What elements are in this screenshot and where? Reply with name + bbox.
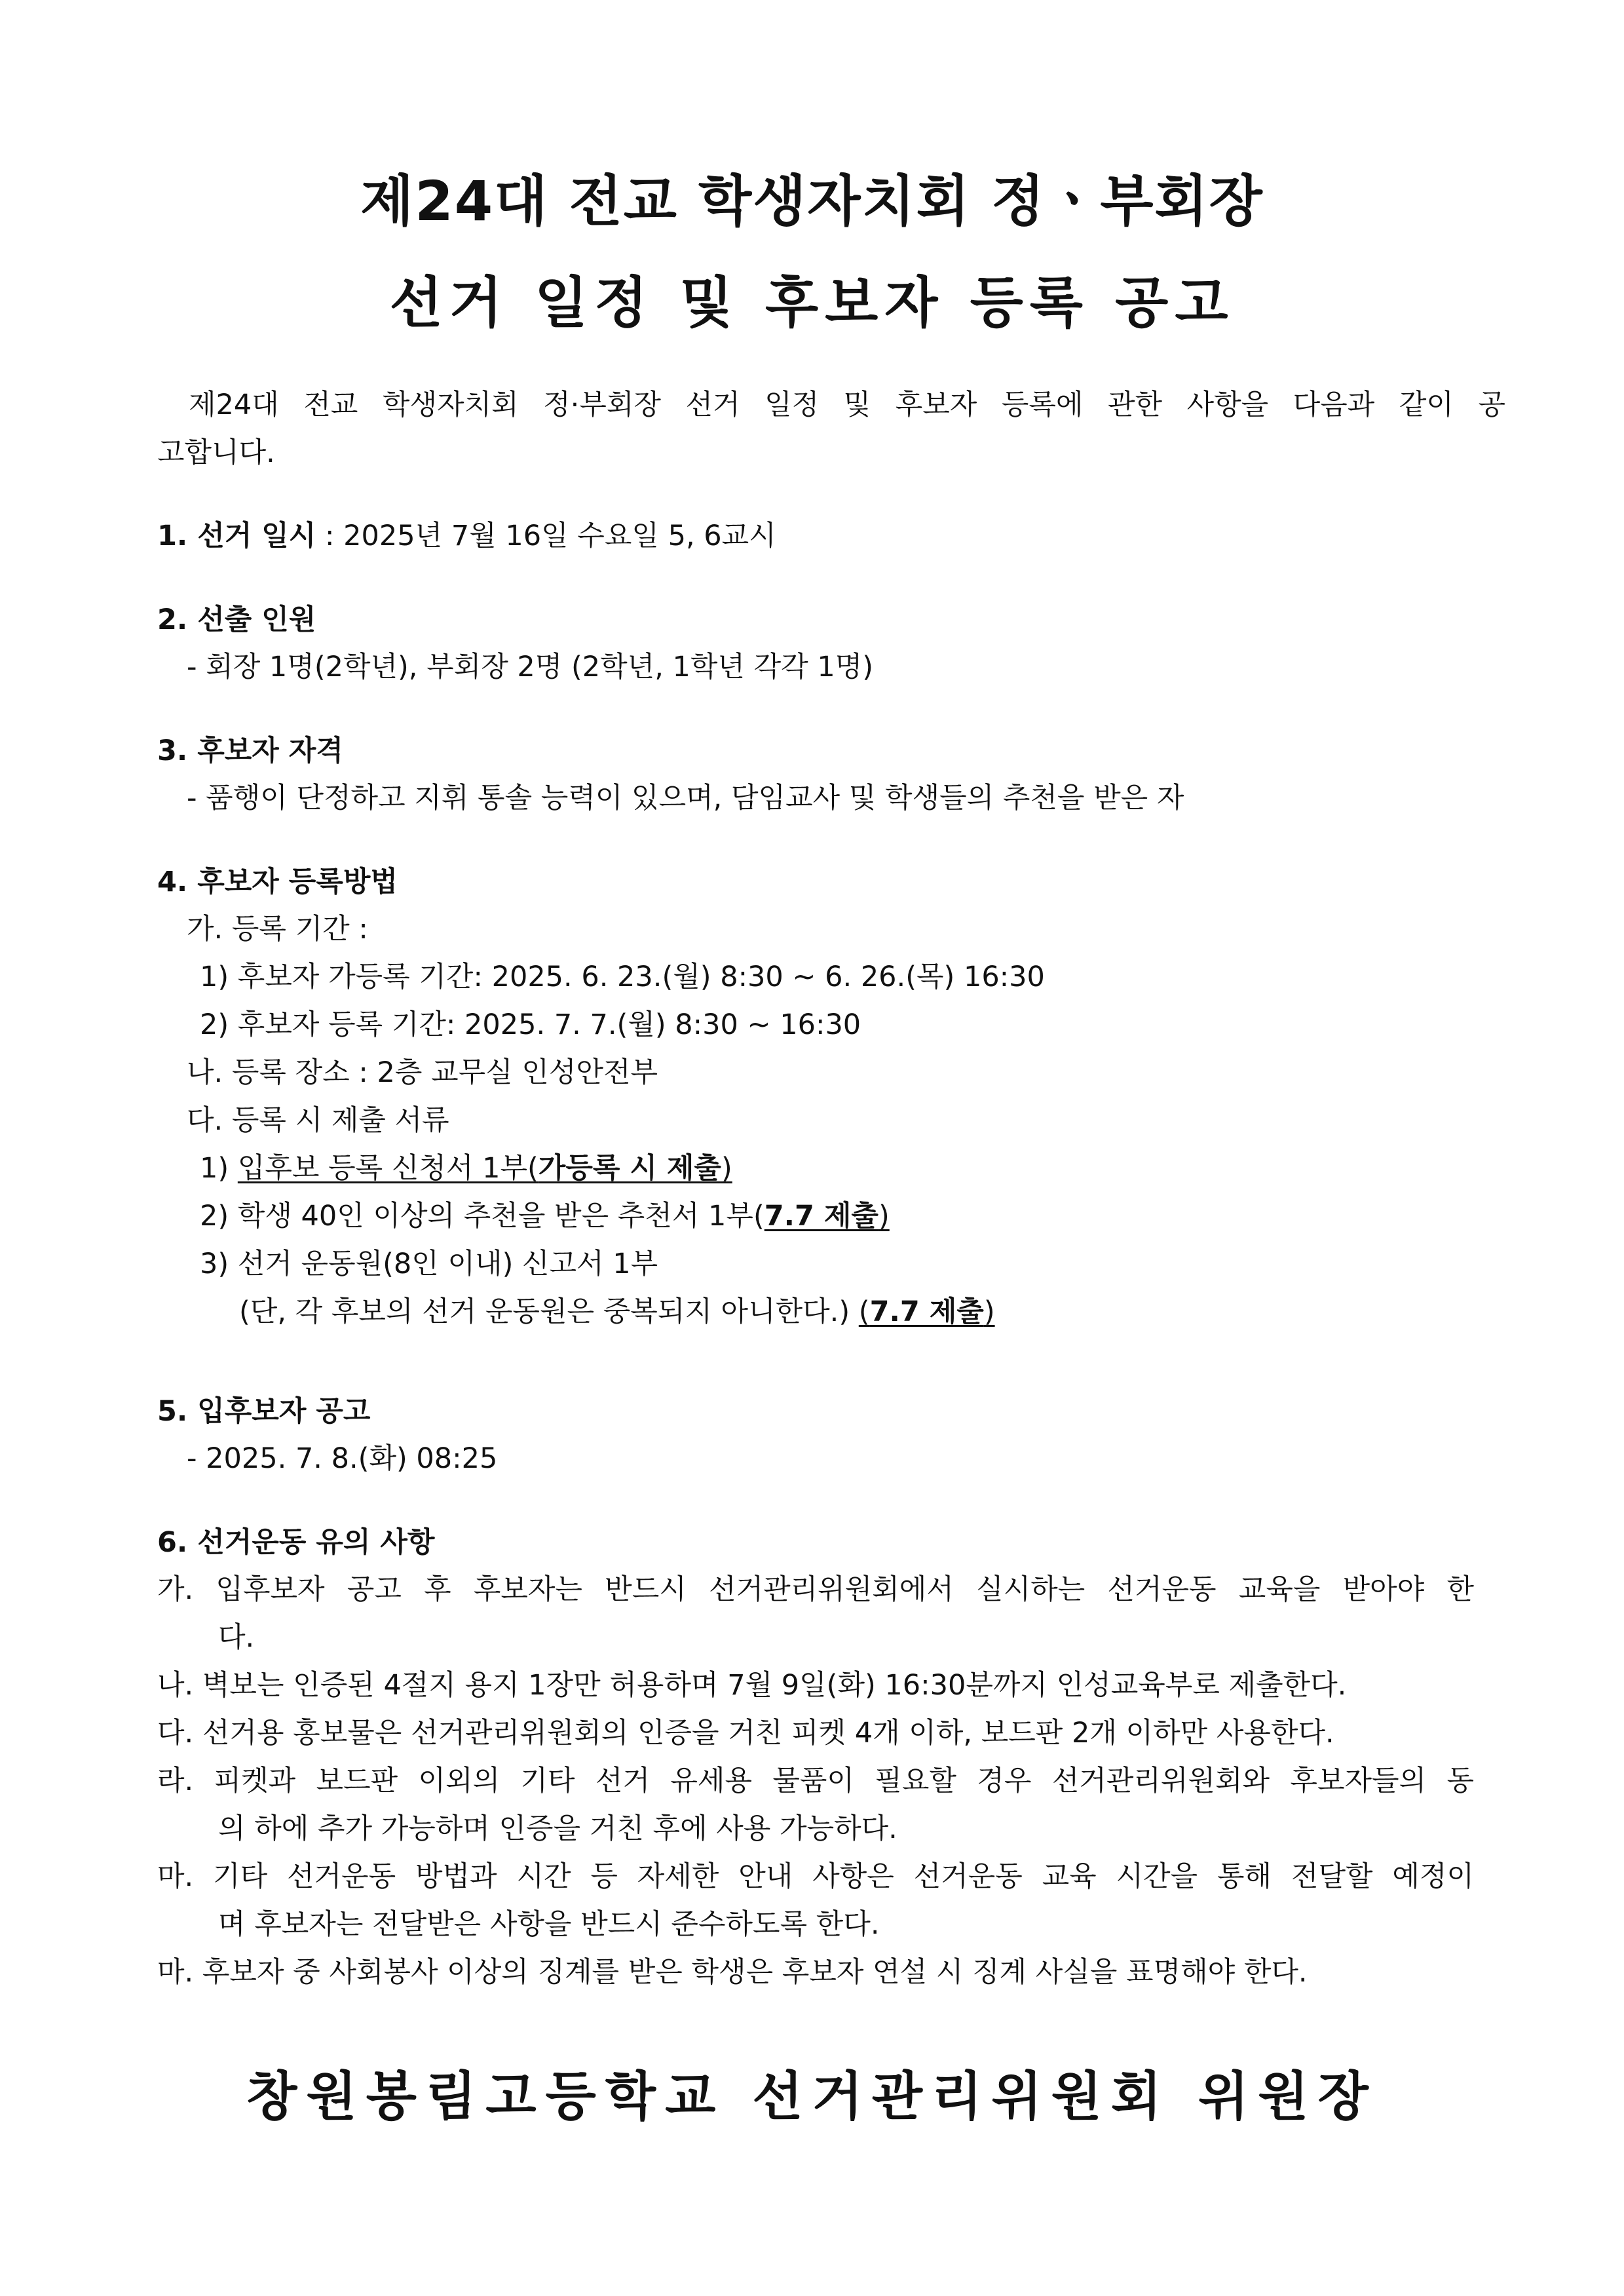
section-1-value: : 2025년 7월 16일 수요일 5, 6교시 (316, 520, 776, 552)
signature: 창원봉림고등학교 선거관리위원회 위원장 (246, 2065, 1378, 2127)
section-6-ra-line-2: 의 하에 추가 가능하며 인증을 거친 후에 사용 가능하다. (218, 1812, 897, 1845)
section-4-da-3-open: ( (858, 1295, 870, 1328)
section-6-heading: 6. 선거운동 유의 사항 (157, 1526, 435, 1559)
section-4-da: 다. 등록 시 제출 서류 (187, 1104, 449, 1137)
section-6-ga-line-1: 가. 입후보자 공고 후 후보자는 반드시 선거관리위원회에서 실시하는 선거운동 교육을 받아야 한 (157, 1573, 1474, 1606)
section-4-da-1-num: 1) (200, 1152, 229, 1185)
section-3-heading: 3. 후보자 자격 (157, 735, 343, 767)
section-6-ga-line-2: 다. (218, 1621, 255, 1654)
title-line-1: 제24대 전교 학생자치회 정ㆍ부회장 (360, 169, 1264, 233)
section-4-da-3-underlined (859, 1295, 995, 1328)
section-4-na: 나. 등록 장소 : 2층 교무실 인성안전부 (187, 1056, 658, 1089)
section-4-ga: 가. 등록 기간 : (187, 913, 368, 946)
section-4-da-1-underlined (238, 1152, 732, 1185)
section-1 (157, 519, 776, 554)
section-6-na: 나. 벽보는 인증된 4절지 용지 1장만 허용하며 7월 9일(화) 16:30분까지 인성교육부로 제출한다. (157, 1669, 1347, 1702)
section-4-da-3-close: ) (983, 1295, 995, 1328)
section-4-da-3-note-text: (단, 각 후보의 선거 운동원은 중복되지 아니한다.) (239, 1295, 859, 1328)
section-1-heading: 1. 선거 일시 (157, 520, 316, 552)
section-3-item: - 품행이 단정하고 지휘 통솔 능력이 있으며, 담임교사 및 학생들의 추천을 받은 자 (187, 782, 1184, 814)
section-4-ga-2: 2) 후보자 등록 기간: 2025. 7. 7.(월) 8:30 ~ 16:30 (200, 1008, 861, 1041)
section-4-da-3: 3) 선거 운동원(8인 이내) 신고서 1부 (200, 1248, 658, 1280)
section-4-da-2-bold: 7.7 제출 (764, 1200, 878, 1233)
title-line-2: 선거 일정 및 후보자 등록 공고 (389, 271, 1235, 335)
intro-line-1: 제24대 전교 학생자치회 정·부회장 선거 일정 및 후보자 등록에 관한 사항을 다음과 같이 공 (189, 389, 1505, 421)
section-4-da-2-text: 2) 학생 40인 이상의 추천을 받은 추천서 1부( (200, 1200, 765, 1233)
section-4-da-1 (200, 1151, 732, 1187)
section-5-heading: 5. 입후보자 공고 (157, 1395, 371, 1428)
section-4-heading: 4. 후보자 등록방법 (157, 866, 398, 898)
section-5-item: - 2025. 7. 8.(화) 08:25 (187, 1442, 498, 1475)
section-4-da-1-bold: 가등록 시 제출 (538, 1152, 721, 1185)
section-2-item: - 회장 1명(2학년), 부회장 2명 (2학년, 1학년 각각 1명) (187, 651, 874, 683)
section-4-da-1-text: 입후보 등록 신청서 1부( (237, 1152, 538, 1185)
section-2-heading: 2. 선출 인원 (157, 603, 316, 636)
section-6-ma-line-1: 마. 기타 선거운동 방법과 시간 등 자세한 안내 사항은 선거운동 교육 시간을 통해 전달할 예정이 (157, 1860, 1474, 1893)
section-6-ra-line-1: 라. 피켓과 보드판 이외의 기타 선거 유세용 물품이 필요할 경우 선거관리위원회와 후보자들의 동 (157, 1765, 1474, 1797)
section-6-ma-2: 마. 후보자 중 사회봉사 이상의 징계를 받은 학생은 후보자 연설 시 징계 사실을 표명해야 한다. (157, 1956, 1308, 1989)
section-6-da: 다. 선거용 홍보물은 선거관리위원회의 인증을 거친 피켓 4개 이하, 보드판 2개 이하만 사용한다. (157, 1717, 1334, 1750)
section-4-da-3-note (239, 1295, 995, 1330)
section-4-ga-1: 1) 후보자 가등록 기간: 2025. 6. 23.(월) 8:30 ~ 6. 26.(목) 16:30 (200, 961, 1045, 993)
intro-line-2: 고합니다. (157, 436, 275, 469)
section-4-da-1-end: ) (721, 1152, 732, 1185)
section-6-ma-line-2: 며 후보자는 전달받은 사항을 반드시 준수하도록 한다. (218, 1908, 880, 1941)
section-4-da-2 (200, 1199, 890, 1234)
section-4-da-3-bold: 7.7 제출 (869, 1295, 984, 1328)
section-4-da-2-end: ) (878, 1200, 890, 1233)
